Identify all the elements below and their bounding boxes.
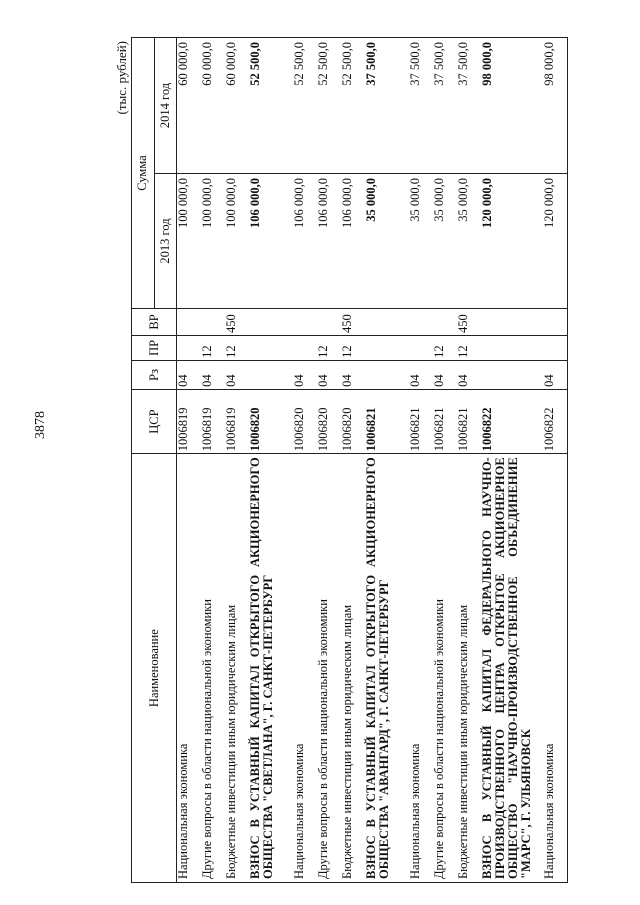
cell-rz: 04 — [341, 360, 365, 389]
cell-csr: 1006819 — [201, 389, 225, 453]
table-row — [293, 38, 317, 883]
cell-csr: 1006820 — [293, 389, 317, 453]
cell-csr: 1006820 — [317, 389, 341, 453]
cell-pr — [177, 335, 202, 360]
cell-2014: 52 500,0 — [317, 38, 341, 174]
cell-vr: 450 — [225, 308, 249, 335]
cell-2014: 60 000,0 — [225, 38, 249, 174]
cell-rz: 04 — [409, 360, 433, 389]
cell-vr — [249, 308, 293, 335]
cell-vr — [481, 308, 543, 335]
cell-name: Другие вопросы в области национальной экономики — [317, 454, 341, 883]
cell-rz: 04 — [317, 360, 341, 389]
cell-2013: 35 000,0 — [433, 174, 457, 309]
cell-vr: 450 — [341, 308, 365, 335]
cell-2014: 98 000,0 — [481, 38, 543, 174]
table-row — [177, 38, 202, 883]
table-row — [225, 38, 249, 883]
cell-csr: 1006822 — [543, 389, 568, 453]
cell-2013: 120 000,0 — [481, 174, 543, 309]
cell-rz: 04 — [433, 360, 457, 389]
cell-pr: 12 — [201, 335, 225, 360]
table-header — [132, 38, 177, 883]
cell-rz: 04 — [293, 360, 317, 389]
cell-2014: 98 000,0 — [543, 38, 568, 174]
cell-pr — [409, 335, 433, 360]
cell-vr — [543, 308, 568, 335]
table-row — [341, 38, 365, 883]
page-number: 3878 — [33, 411, 48, 439]
table-row — [457, 38, 481, 883]
cell-vr — [201, 308, 225, 335]
table-row — [433, 38, 457, 883]
cell-2014: 37 500,0 — [433, 38, 457, 174]
cell-2013: 106 000,0 — [293, 174, 317, 309]
cell-vr — [293, 308, 317, 335]
cell-rz — [249, 360, 293, 389]
cell-vr — [365, 308, 409, 335]
cell-pr: 12 — [317, 335, 341, 360]
cell-2014: 52 500,0 — [293, 38, 317, 174]
cell-rz — [481, 360, 543, 389]
cell-name: ВЗНОС В УСТАВНЫЙ КАПИТАЛ ОТКРЫТОГО АКЦИОНЕРНОГО ОБЩЕСТВА "АВАНГАРД", Г. САНКТ-ПЕТЕРБУРГ — [365, 454, 409, 883]
cell-pr — [293, 335, 317, 360]
cell-vr — [317, 308, 341, 335]
cell-vr — [177, 308, 202, 335]
cell-csr: 1006821 — [365, 389, 409, 453]
cell-csr: 1006819 — [225, 389, 249, 453]
header-rz: Рз — [132, 360, 177, 389]
table-row — [201, 38, 225, 883]
cell-rz: 04 — [225, 360, 249, 389]
cell-pr — [249, 335, 293, 360]
cell-name: Национальная экономика — [543, 454, 568, 883]
cell-2014: 52 500,0 — [341, 38, 365, 174]
table-row-heading — [365, 38, 409, 883]
cell-vr — [433, 308, 457, 335]
header-csr: ЦСР — [132, 389, 177, 453]
cell-name: Бюджетные инвестиции иным юридическим лицам — [457, 454, 481, 883]
cell-csr: 1006820 — [249, 389, 293, 453]
cell-name: Другие вопросы в области национальной экономики — [201, 454, 225, 883]
cell-rz: 04 — [543, 360, 568, 389]
cell-2013: 35 000,0 — [365, 174, 409, 309]
cell-vr: 450 — [457, 308, 481, 335]
cell-2014: 37 500,0 — [409, 38, 433, 174]
cell-2013: 100 000,0 — [201, 174, 225, 309]
cell-name: Национальная экономика — [409, 454, 433, 883]
cell-name: Другие вопросы в области национальной экономики — [433, 454, 457, 883]
table-row — [543, 38, 568, 883]
cell-pr — [481, 335, 543, 360]
cell-rz: 04 — [457, 360, 481, 389]
table-body — [177, 38, 568, 883]
cell-rz: 04 — [177, 360, 202, 389]
cell-2014: 60 000,0 — [177, 38, 202, 174]
cell-pr — [543, 335, 568, 360]
cell-2013: 106 000,0 — [341, 174, 365, 309]
cell-2014: 52 500,0 — [249, 38, 293, 174]
cell-2014: 37 500,0 — [365, 38, 409, 174]
cell-csr: 1006822 — [481, 389, 543, 453]
cell-csr: 1006821 — [433, 389, 457, 453]
table-row-heading — [249, 38, 293, 883]
table-row — [409, 38, 433, 883]
cell-pr: 12 — [457, 335, 481, 360]
cell-2013: 120 000,0 — [543, 174, 568, 309]
header-pr: ПР — [132, 335, 177, 360]
cell-name: Бюджетные инвестиции иным юридическим лицам — [341, 454, 365, 883]
cell-csr: 1006819 — [177, 389, 202, 453]
cell-csr: 1006821 — [409, 389, 433, 453]
cell-name: Бюджетные инвестиции иным юридическим лицам — [225, 454, 249, 883]
cell-csr: 1006821 — [457, 389, 481, 453]
cell-name: Национальная экономика — [177, 454, 202, 883]
cell-2013: 35 000,0 — [409, 174, 433, 309]
cell-pr: 12 — [433, 335, 457, 360]
rotated-page-content — [113, 37, 556, 883]
cell-2013: 106 000,0 — [249, 174, 293, 309]
cell-2014: 60 000,0 — [201, 38, 225, 174]
table-row-heading — [481, 38, 543, 883]
cell-csr: 1006820 — [341, 389, 365, 453]
cell-rz: 04 — [201, 360, 225, 389]
cell-pr: 12 — [225, 335, 249, 360]
table-row — [317, 38, 341, 883]
header-2014: 2014 год — [154, 38, 177, 174]
cell-2013: 35 000,0 — [457, 174, 481, 309]
units-label: (тыс. рублей) — [114, 41, 129, 115]
cell-name: ВЗНОС В УСТАВНЫЙ КАПИТАЛ ФЕДЕРАЛЬНОГО НАУЧНО-ПРОИЗВОДСТВЕННОГО ЦЕНТРА ОТКРЫТОЕ АКЦИОНЕРНОЕ ОБЩЕСТВО "НАУЧНО-ПРОИЗВОДСТВЕННОЕ ОБЪЕДИНЕНИЕ "МАРС", Г. УЛЬЯНОВСК — [481, 454, 543, 883]
cell-2013: 100 000,0 — [225, 174, 249, 309]
cell-name: ВЗНОС В УСТАВНЫЙ КАПИТАЛ ОТКРЫТОГО АКЦИОНЕРНОГО ОБЩЕСТВА "СВЕТЛАНА", Г. САНКТ-ПЕТЕРБУРГ — [249, 454, 293, 883]
budget-table — [131, 37, 568, 883]
cell-2014: 37 500,0 — [457, 38, 481, 174]
cell-pr: 12 — [341, 335, 365, 360]
header-vr: ВР — [132, 308, 177, 335]
header-2013: 2013 год — [154, 174, 177, 309]
header-sum: Сумма — [132, 38, 155, 309]
cell-pr — [365, 335, 409, 360]
cell-vr — [409, 308, 433, 335]
cell-rz — [365, 360, 409, 389]
cell-2013: 106 000,0 — [317, 174, 341, 309]
cell-name: Национальная экономика — [293, 454, 317, 883]
cell-2013: 100 000,0 — [177, 174, 202, 309]
header-name: Наименование — [132, 454, 177, 883]
